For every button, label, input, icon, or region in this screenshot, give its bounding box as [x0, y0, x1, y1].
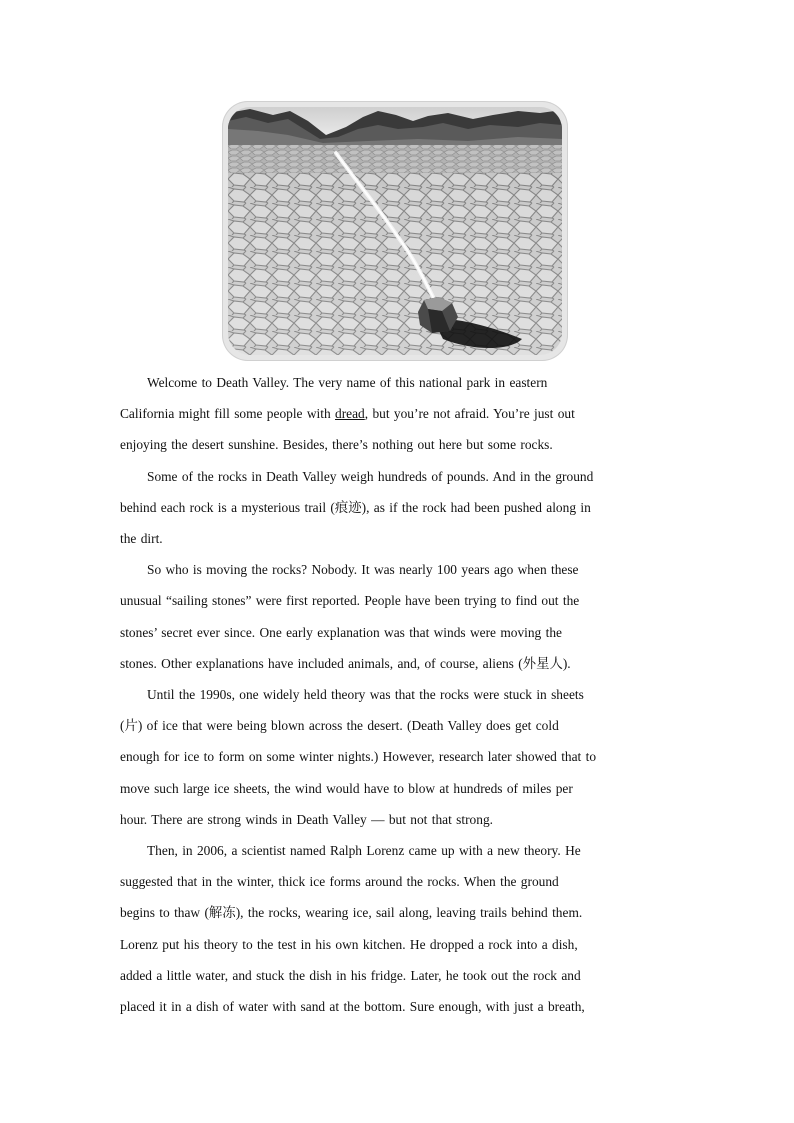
text-run: added a little water, and stuck the dish in his fridge. Later, he took out the rock and: [120, 967, 581, 983]
text-run: Then, in 2006, a scientist named Ralph Lorenz came up with a new theory. He: [147, 843, 581, 859]
text-line: [120, 897, 680, 928]
text-run: placed it in a dish of water with sand at the bottom. Sure enough, with just a breath,: [120, 999, 585, 1015]
sailing-stone-photo: [228, 107, 562, 355]
photo-frame: [222, 101, 568, 361]
text-run: So who is moving the rocks? Nobody. It was nearly 100 years ago when these: [147, 562, 579, 578]
text-line: [120, 929, 680, 960]
text-line: [120, 866, 680, 897]
text-run: begins to thaw (解冻), the rocks, wearing ice, sail along, leaving trails behind them.: [120, 905, 583, 921]
text-run: stones. Other explanations have included animals, and, of course, aliens (外星人).: [120, 655, 571, 671]
paragraph: [120, 367, 680, 461]
text-run: the dirt.: [120, 531, 163, 547]
text-line: [120, 710, 680, 741]
article-text: [120, 367, 680, 1022]
text-line: [120, 773, 680, 804]
text-line: [120, 585, 680, 616]
text-line: [120, 617, 680, 648]
text-run: Until the 1990s, one widely held theory was that the rocks were stuck in sheets: [147, 687, 584, 703]
text-run: suggested that in the winter, thick ice forms around the rocks. When the ground: [120, 874, 559, 890]
text-line: [120, 741, 680, 772]
text-run: Lorenz put his theory to the test in his own kitchen. He dropped a rock into a dish,: [120, 936, 578, 952]
text-line: [120, 648, 680, 679]
text-line: [120, 835, 680, 866]
text-run: (片) of ice that were being blown across the desert. (Death Valley does get cold: [120, 718, 559, 734]
death-valley-sailing-stone-photo-icon: [228, 107, 562, 355]
paragraph: [120, 554, 680, 679]
text-run: unusual “sailing stones” were first reported. People have been trying to find out the: [120, 593, 580, 609]
text-line: [120, 398, 680, 429]
paragraph: [120, 835, 680, 1022]
text-line: [120, 679, 680, 710]
text-run: California might fill some people with: [120, 406, 336, 422]
paragraph: [120, 679, 680, 835]
text-line: [120, 804, 680, 835]
text-line: [120, 523, 680, 554]
underlined-word: dread: [335, 406, 365, 422]
text-run: behind each rock is a mysterious trail (痕迹), as if the rock had been pushed along in: [120, 499, 591, 515]
text-run: Some of the rocks in Death Valley weigh hundreds of pounds. And in the ground: [147, 468, 594, 484]
text-run: stones’ secret ever since. One early explanation was that winds were moving the: [120, 624, 562, 640]
text-line: [120, 960, 680, 991]
text-run: enjoying the desert sunshine. Besides, there’s nothing out here but some rocks.: [120, 437, 553, 453]
text-line: [120, 461, 680, 492]
text-run: move such large ice sheets, the wind would have to blow at hundreds of miles per: [120, 780, 573, 796]
text-line: [120, 554, 680, 585]
text-line: [120, 492, 680, 523]
text-run: enough for ice to form on some winter nights.) However, research later showed that to: [120, 749, 597, 765]
text-run: , but you’re not afraid. You’re just out: [364, 406, 575, 422]
paragraph: [120, 461, 680, 555]
text-line: [120, 991, 680, 1022]
text-run: Welcome to Death Valley. The very name of this national park in eastern: [147, 375, 548, 390]
text-line: [120, 367, 680, 398]
text-line: [120, 429, 680, 460]
text-run: hour. There are strong winds in Death Valley — but not that strong.: [120, 811, 493, 827]
